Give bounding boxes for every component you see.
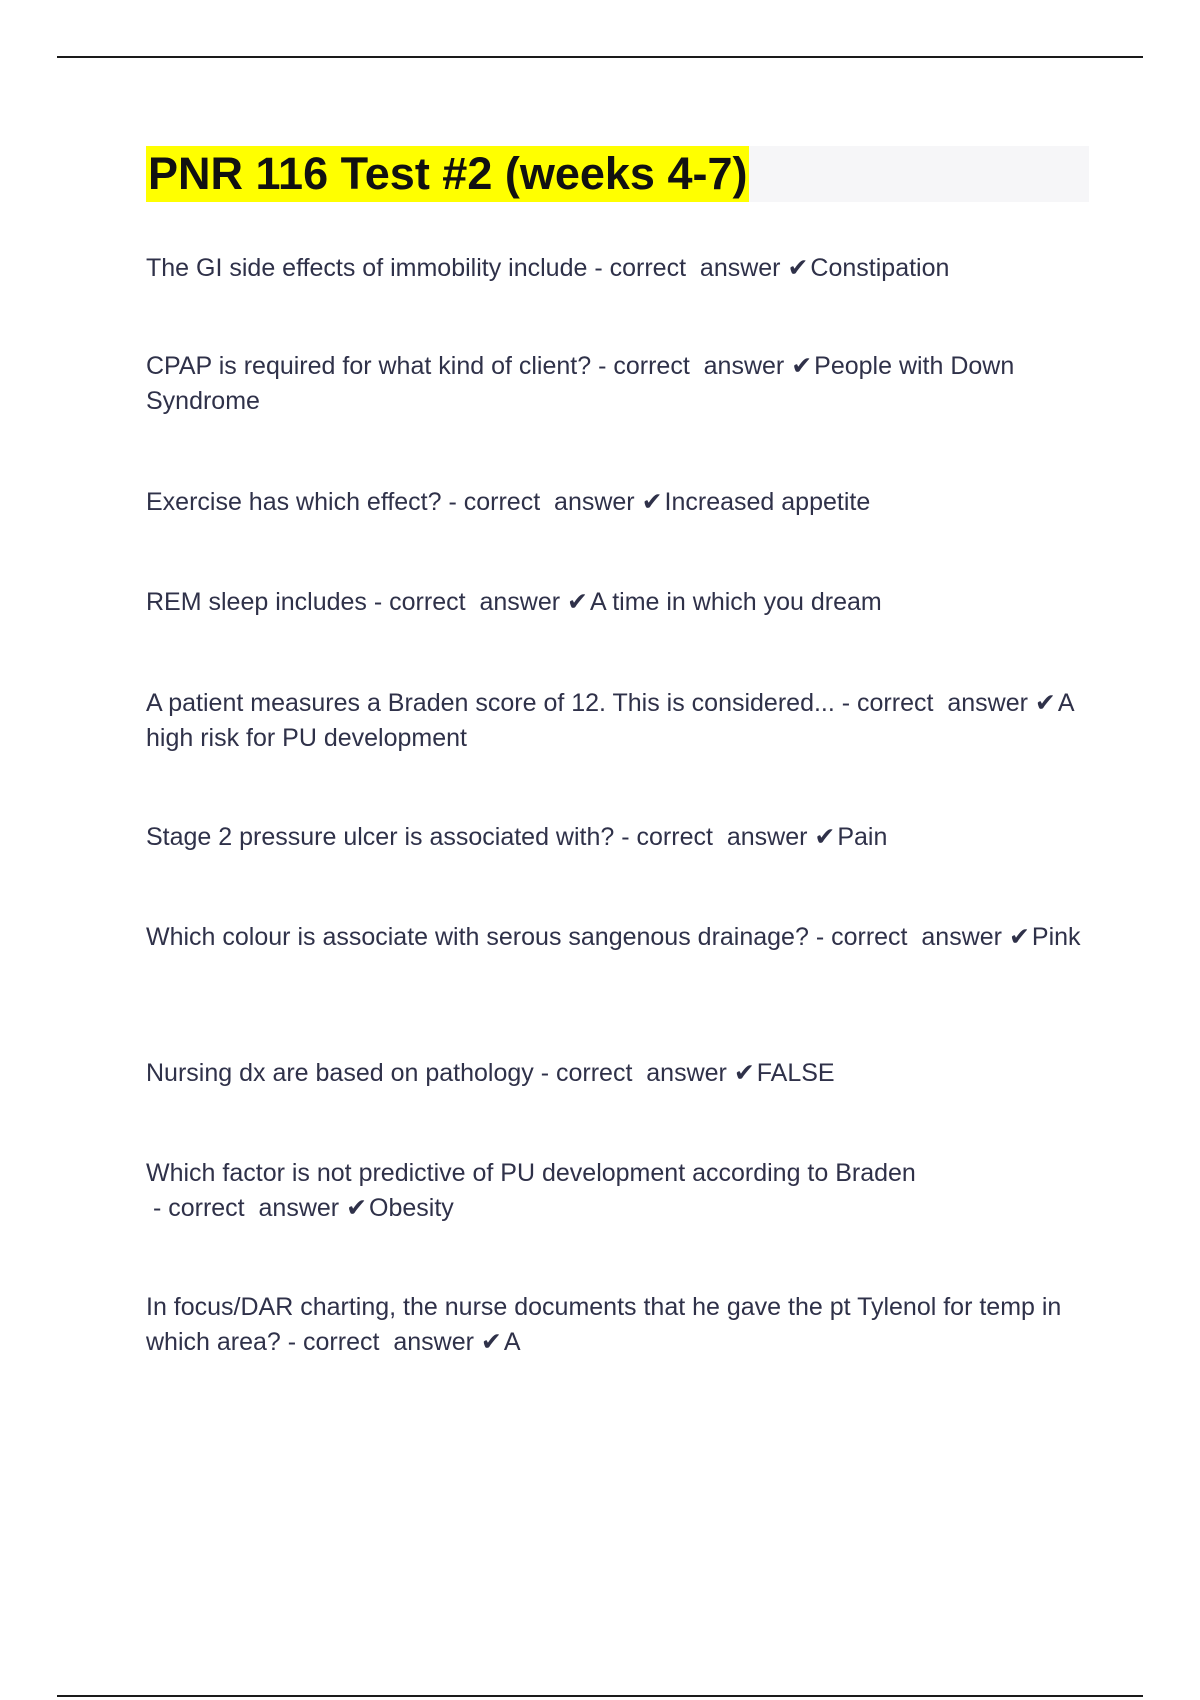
- bottom-rule: [57, 1695, 1143, 1697]
- checkmark-icon: ✔: [480, 1328, 502, 1356]
- question-text: Stage 2 pressure ulcer is associated with?: [146, 823, 615, 851]
- checkmark-icon: ✔: [346, 1194, 368, 1222]
- question-text: REM sleep includes: [146, 588, 367, 616]
- checkmark-icon: ✔: [791, 352, 813, 380]
- qa-item-7: [146, 920, 1086, 955]
- answer-label: correct answer: [389, 588, 561, 616]
- answer-text: A time in which you dream: [589, 588, 882, 616]
- separator: -: [591, 352, 614, 380]
- answer-label: correct answer: [168, 1194, 340, 1222]
- answer-text: FALSE: [756, 1059, 835, 1087]
- answer-label: correct answer: [613, 352, 785, 380]
- separator: -: [533, 1059, 556, 1087]
- separator: -: [614, 823, 637, 851]
- question-text: Which colour is associate with serous sangenous drainage?: [146, 923, 809, 951]
- answer-label: correct answer: [303, 1328, 474, 1356]
- answer-label: correct answer: [831, 923, 1002, 951]
- answer-text: People with Down Syndrome: [146, 352, 1015, 415]
- qa-item-2: [146, 349, 1086, 419]
- checkmark-icon: ✔: [641, 488, 663, 516]
- question-text: In focus/DAR charting, the nurse documents that he gave the pt Tylenol for temp in which area?: [146, 1293, 1062, 1356]
- top-rule: [57, 56, 1143, 58]
- qa-item-9: [146, 1156, 1086, 1226]
- question-text: Exercise has which effect?: [146, 488, 442, 516]
- checkmark-icon: ✔: [567, 588, 588, 616]
- checkmark-icon: ✔: [733, 1059, 755, 1087]
- question-text: CPAP is required for what kind of client?: [146, 352, 592, 380]
- separator: -: [146, 1194, 169, 1222]
- answer-text: A: [503, 1328, 521, 1356]
- qa-item-3: [146, 485, 1086, 520]
- separator: -: [366, 588, 390, 616]
- separator: -: [808, 923, 832, 951]
- separator: -: [280, 1328, 304, 1356]
- answer-text: Pain: [837, 823, 888, 851]
- answer-text: Obesity: [369, 1194, 454, 1222]
- answer-label: correct answer: [463, 488, 635, 516]
- checkmark-icon: ✔: [1008, 923, 1030, 951]
- answer-text: Increased appetite: [664, 488, 871, 516]
- answer-text: A high risk for PU development: [146, 689, 1074, 752]
- answer-label: correct answer: [857, 689, 1028, 717]
- qa-item-8: [146, 1056, 1086, 1091]
- question-text: A patient measures a Braden score of 12. This is considered...: [146, 689, 835, 717]
- answer-label: correct answer: [555, 1059, 727, 1087]
- question-text: Nursing dx are based on pathology: [146, 1059, 534, 1087]
- answer-text: Constipation: [810, 254, 950, 282]
- question-text: Which factor is not predictive of PU development according to Braden: [146, 1159, 916, 1187]
- answer-label: correct answer: [609, 254, 781, 282]
- answer-text: Pink: [1031, 923, 1081, 951]
- answer-label: correct answer: [636, 823, 808, 851]
- qa-item-4: [146, 585, 1086, 620]
- page-title: PNR 116 Test #2 (weeks 4-7): [146, 146, 749, 202]
- separator: -: [587, 254, 610, 282]
- checkmark-icon: ✔: [814, 823, 836, 851]
- checkmark-icon: ✔: [1034, 689, 1056, 717]
- qa-item-6: [146, 820, 1086, 855]
- separator: -: [441, 488, 464, 516]
- qa-item-5: [146, 686, 1086, 756]
- checkmark-icon: ✔: [787, 254, 809, 282]
- question-text: The GI side effects of immobility include: [146, 254, 588, 282]
- qa-item-10: [146, 1290, 1086, 1360]
- separator: -: [834, 689, 858, 717]
- qa-item-1: [146, 251, 1086, 286]
